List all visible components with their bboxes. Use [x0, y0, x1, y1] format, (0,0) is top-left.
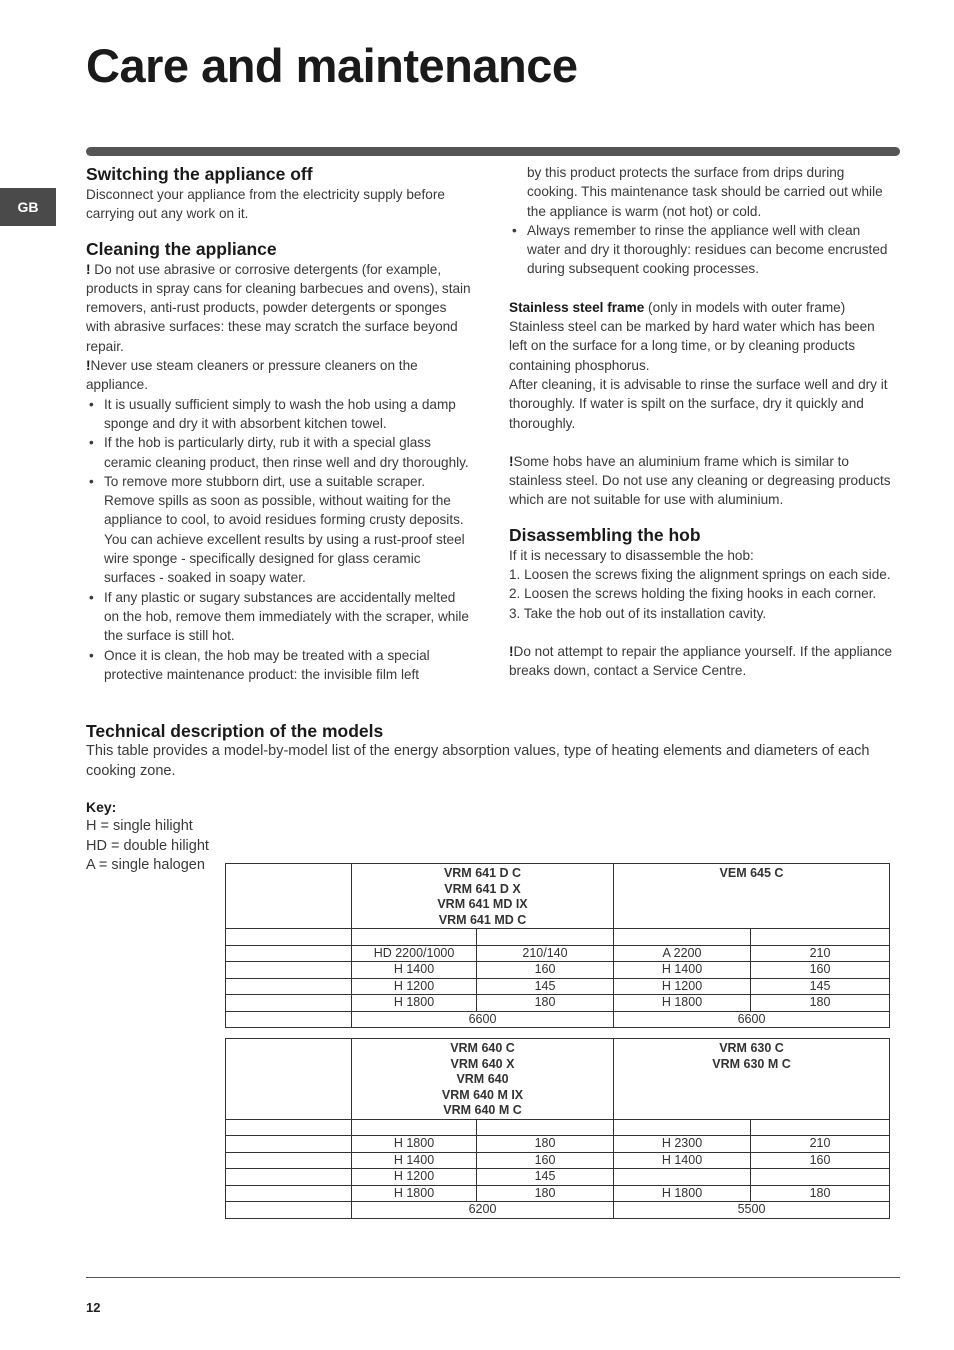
table-total-row [226, 1011, 890, 1028]
table-total-row [226, 1202, 890, 1219]
language-tab: GB [0, 188, 56, 226]
footer-divider [86, 1277, 900, 1278]
table-row [226, 1119, 890, 1136]
table-header-row [226, 864, 890, 929]
disassemble-step: 3. Take the hob out of its installation cavity. [509, 605, 767, 621]
table-cell: H 1400 [352, 962, 477, 979]
table-cell [226, 1011, 352, 1028]
table-cell [226, 1119, 352, 1136]
table-cell: 210/140 [477, 945, 614, 962]
table-cell [226, 1136, 352, 1153]
key-legend [86, 798, 209, 875]
table-row [226, 995, 890, 1012]
table-header-row [226, 1039, 890, 1120]
warning-mark: ! [86, 261, 91, 277]
list-item: • To remove more stubborn dirt, use a suitable scraper. Remove spills as soon as possible, without waiting for the appliance to cool, to avoid residues forming crusty deposits. You can achieve excellent results by using a rust-proof steel wire sponge - specifically designed for glass ceramic surfaces - soaked in soapy water. [86, 472, 471, 588]
table-cell [226, 962, 352, 979]
table-cell: H 2300 [614, 1136, 751, 1153]
table-cell: 145 [477, 1169, 614, 1186]
technical-intro: This table provides a model-by-model list of the energy absorption values, type of heating elements and diameters of each cooking zone. [86, 743, 870, 779]
table-cell [226, 995, 352, 1012]
table-cell: HD 2200/1000 [352, 945, 477, 962]
stainless-steel-text: Stainless steel can be marked by hard water which has been left on the surface for a long time, or by cleaning products containing phosphorus. [509, 319, 875, 373]
warning-repair [509, 642, 894, 681]
table-cell: A 2200 [614, 945, 751, 962]
table-cell: 160 [477, 962, 614, 979]
cleaning-list [86, 395, 471, 684]
title-divider [86, 147, 900, 156]
model-group-header [614, 1039, 890, 1120]
model-name: VRM 630 C [719, 1041, 784, 1055]
page-number: 12 [86, 1300, 101, 1315]
model-name: VRM 640 X [450, 1056, 515, 1071]
table-row [226, 962, 890, 979]
table-cell: 180 [477, 995, 614, 1012]
list-item: • Once it is clean, the hob may be treated with a special protective maintenance product: the invisible film left [86, 646, 471, 685]
section-heading-technical: Technical description of the models [86, 721, 384, 741]
table-row [226, 1169, 890, 1186]
model-name: VRM 640 M C [443, 1103, 522, 1117]
table-cell [751, 1119, 890, 1136]
disassemble-step: 1. Loosen the screws fixing the alignment springs on each side. [509, 567, 891, 583]
table-row [226, 1152, 890, 1169]
table-cell: H 1200 [352, 978, 477, 995]
table-cell: H 1800 [614, 1185, 751, 1202]
left-column [86, 163, 471, 684]
table-cell [226, 1202, 352, 1219]
table-cell [226, 1152, 352, 1169]
model-name: VEM 645 C [719, 866, 784, 880]
technical-description [86, 720, 886, 781]
table-cell [751, 929, 890, 946]
table-cell: H 1800 [614, 995, 751, 1012]
model-group-header [352, 1039, 614, 1120]
stainless-steel-intro [509, 298, 894, 317]
table-row [226, 1185, 890, 1202]
table-cell [226, 1169, 352, 1186]
table-cell [477, 1119, 614, 1136]
table-cell [226, 864, 352, 929]
table-cell: 210 [751, 1136, 890, 1153]
page-title: Care and maintenance [86, 39, 578, 92]
table-cell: 180 [477, 1136, 614, 1153]
models-table-1 [225, 863, 890, 1028]
warning-mark: ! [509, 643, 514, 659]
list-item: • If the hob is particularly dirty, rub it with a special glass ceramic cleaning product, then rinse well and dry thoroughly. [86, 433, 471, 472]
stainless-steel-note: (only in models with outer frame) [644, 299, 846, 315]
table-row [226, 1136, 890, 1153]
table-cell [614, 1119, 751, 1136]
model-name: VRM 640 C [450, 1041, 515, 1055]
table-cell [226, 978, 352, 995]
model-name: VRM 641 MD C [438, 912, 527, 927]
total-power-cell: 6600 [352, 1011, 614, 1028]
table-cell [352, 929, 477, 946]
list-item: • It is usually sufficient simply to wash the hob using a damp sponge and dry it with absorbent kitchen towel. [86, 395, 471, 434]
section-heading-switching-off: Switching the appliance off [86, 164, 313, 184]
table-cell [477, 929, 614, 946]
key-entry: HD = double hilight [86, 837, 209, 854]
model-name: VRM 630 M C [712, 1056, 791, 1071]
models-table-2 [225, 1038, 890, 1219]
warning-mark: ! [86, 358, 91, 374]
disassemble-intro: If it is necessary to disassemble the hob: [509, 547, 754, 563]
table-cell: H 1800 [352, 995, 477, 1012]
warning-abrasive [86, 260, 471, 356]
table-cell: 180 [751, 995, 890, 1012]
table-cell: H 1800 [352, 1136, 477, 1153]
warning-mark: ! [509, 453, 514, 469]
right-column [509, 163, 894, 681]
total-power-cell: 6600 [614, 1011, 890, 1028]
warning-text: Some hobs have an aluminium frame which is similar to stainless steel. Do not use any cleaning or degreasing products which are not suitable for use with aluminium. [509, 453, 891, 508]
section-heading-disassembling: Disassembling the hob [509, 524, 701, 545]
list-item: • Always remember to rinse the appliance well with clean water and dry it thoroughly: residues can become encrusted during subsequent cooking processes. [509, 221, 894, 279]
warning-steam [86, 356, 471, 395]
table-cell: H 1800 [352, 1185, 477, 1202]
model-name: VRM 641 MD IX [437, 897, 528, 911]
table-cell [226, 1039, 352, 1120]
table-cell [352, 1119, 477, 1136]
key-entry: A = single halogen [86, 856, 205, 873]
model-group-header [614, 864, 890, 929]
table-cell: 145 [751, 978, 890, 995]
warning-text: Do not use abrasive or corrosive detergents (for example, products in spray cans for cleaning barbecues and ovens), stain removers, anti-rust products, powder detergents or sponges with abrasive surfaces: these may scratch the surface beyond repair. [86, 261, 471, 354]
model-group-header [352, 864, 614, 929]
model-name: VRM 641 D C [443, 866, 522, 880]
warning-text: Do not attempt to repair the appliance yourself. If the appliance breaks down, contact a Service Centre. [509, 643, 893, 679]
list-item: • If any plastic or sugary substances are accidentally melted on the hob, remove them immediately with the scraper, while the surface is still hot. [86, 588, 471, 646]
list-item-continuation: by this product protects the surface from drips during cooking. This maintenance task should be carried out while the appliance is warm (not hot) or cold. [527, 165, 883, 219]
table-cell: H 1400 [614, 962, 751, 979]
table-cell: 210 [751, 945, 890, 962]
table-cell: 145 [477, 978, 614, 995]
section-heading-cleaning: Cleaning the appliance [86, 238, 277, 259]
table-cell [614, 1169, 751, 1186]
warning-aluminium [509, 452, 894, 510]
cleaning-list-continued [509, 221, 894, 279]
model-name: VRM 641 D X [444, 881, 521, 896]
table-cell: 160 [477, 1152, 614, 1169]
table-cell [751, 1169, 890, 1186]
table-row [226, 978, 890, 995]
table-row [226, 929, 890, 946]
table-cell: 160 [751, 1152, 890, 1169]
model-name: VRM 640 [456, 1072, 509, 1086]
warning-text: Never use steam cleaners or pressure cleaners on the appliance. [86, 358, 418, 393]
table-cell: H 1400 [614, 1152, 751, 1169]
switching-off-text: Disconnect your appliance from the electricity supply before carrying out any work on it. [86, 187, 445, 222]
table-row [226, 945, 890, 962]
table-cell: 160 [751, 962, 890, 979]
stainless-steel-heading: Stainless steel frame [509, 299, 645, 315]
total-power-cell: 5500 [614, 1202, 890, 1219]
total-power-cell: 6200 [352, 1202, 614, 1219]
key-entry: H = single hilight [86, 818, 193, 835]
table-cell [226, 945, 352, 962]
table-cell [226, 929, 352, 946]
model-name: VRM 640 M IX [441, 1087, 524, 1102]
key-label: Key: [86, 799, 117, 815]
stainless-steel-text: After cleaning, it is advisable to rinse the surface well and dry it thoroughly. If water is spilt on the surface, dry it quickly and thoroughly. [509, 376, 888, 431]
table-cell: H 1200 [614, 978, 751, 995]
table-cell: 180 [477, 1185, 614, 1202]
table-cell: H 1400 [352, 1152, 477, 1169]
table-cell [614, 929, 751, 946]
table-cell: 180 [751, 1185, 890, 1202]
table-cell: H 1200 [352, 1169, 477, 1186]
table-cell [226, 1185, 352, 1202]
disassemble-step: 2. Loosen the screws holding the fixing hooks in each corner. [509, 586, 877, 602]
